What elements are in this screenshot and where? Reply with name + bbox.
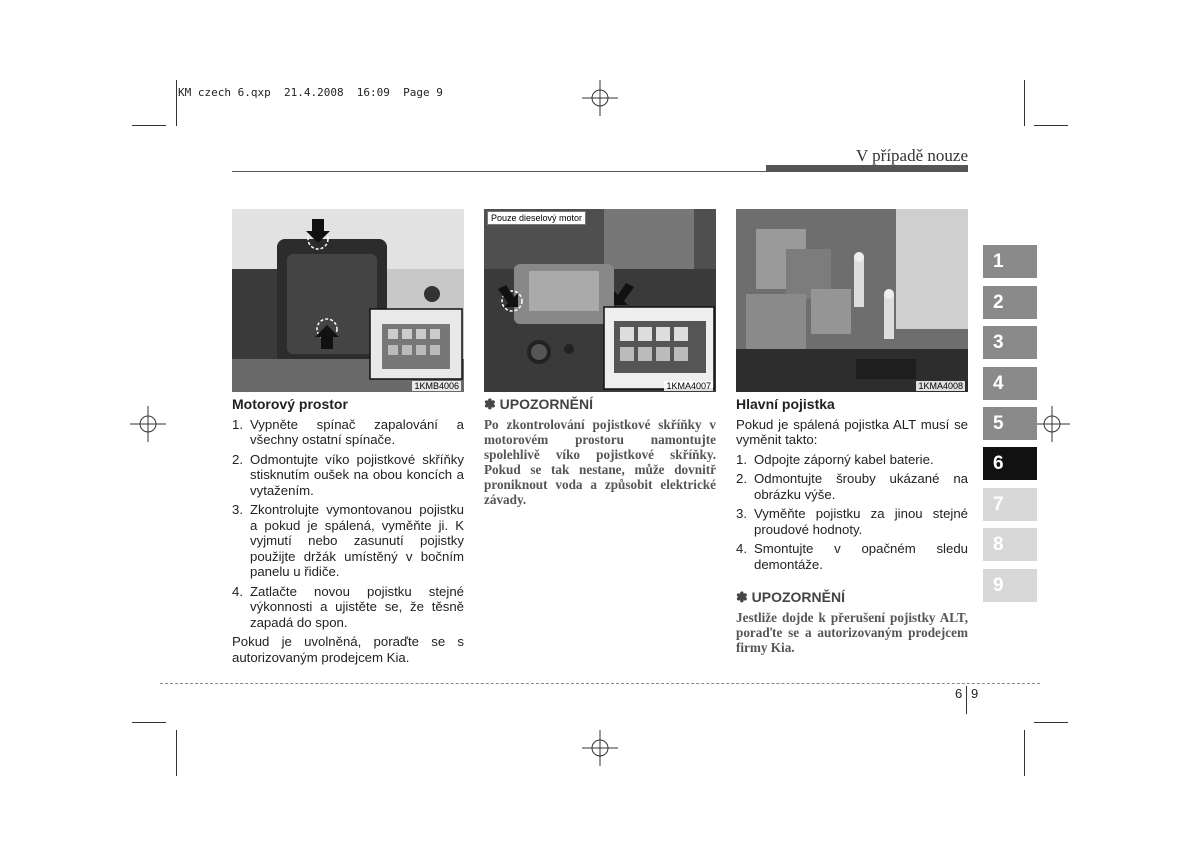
engine-compartment-photo (232, 209, 464, 392)
step-text: Zatlačte novou pojistku stejné výkonnosti a ujistěte se, že těsně zapadá do spon. (250, 583, 464, 630)
tab-label: 9 (993, 575, 1004, 596)
instruction-list (232, 417, 464, 631)
photo-code: 1KMA4008 (918, 381, 963, 391)
chapter-tab-3[interactable] (983, 326, 1037, 359)
photo-code: 1KMA4007 (666, 381, 711, 391)
step-text: Vypněte spínač zapalování a všechny ostatní spínače. (250, 416, 464, 447)
diesel-fuse-box-photo (484, 209, 716, 392)
instruction-step (232, 502, 464, 580)
tab-label: 8 (993, 534, 1004, 555)
footer-paragraph: Pokud je uvolněná, poraďte se s autorizovaným prodejcem Kia. (232, 634, 464, 665)
chapter-tab-4[interactable] (983, 367, 1037, 400)
instruction-step (736, 541, 968, 572)
chapter-tab-1[interactable] (983, 245, 1037, 278)
chapter-tab-7[interactable] (983, 488, 1037, 521)
step-number: 4. (232, 583, 243, 599)
caution-text: Po zkontrolování pojistkové skříňky v motorovém prostoru namontujte spolehlivě víko pojistkové skříňky. Pokud se tak nestane, může dovnitř proniknout voda a způsobit elektrické závady. (484, 416, 716, 507)
registration-mark-left (130, 406, 166, 442)
engine-compartment-section (232, 397, 464, 669)
crop-mark (132, 722, 166, 723)
chapter-tab-2[interactable] (983, 286, 1037, 319)
tab-label: 4 (993, 373, 1004, 394)
step-text: Vyměňte pojistku za jinou stejné proudové hodnoty. (754, 506, 968, 537)
photo-code: 1KMB4006 (414, 381, 459, 391)
main-fuse-illustration (736, 209, 968, 392)
step-text: Odmontujte šrouby ukázané na obrázku výše. (754, 471, 968, 502)
instruction-step (232, 417, 464, 448)
crop-mark (1024, 730, 1025, 776)
page-section-number: 6 (955, 686, 963, 701)
crop-mark (1024, 80, 1025, 126)
diesel-fuse-box-illustration (484, 209, 716, 392)
registration-mark-top (582, 80, 618, 116)
step-text: Zkontrolujte vymontovanou pojistku a pokud je spálená, vyměňte ji. K vyjmutí nebo zasunutí pojistky použijte držák umístěný v bočním panelu u řidiče. (250, 502, 464, 579)
crop-mark (176, 730, 177, 776)
intro-paragraph: Pokud je spálená pojistka ALT musí se vyměnit takto: (736, 416, 968, 447)
step-number: 1. (736, 451, 747, 467)
photo-caption: Pouze dieselový motor (487, 211, 586, 225)
registration-mark-right (1034, 406, 1070, 442)
section-heading: Motorový prostor (232, 396, 348, 412)
step-number: 4. (736, 541, 747, 556)
tab-label: 3 (993, 332, 1004, 353)
tab-label: 7 (993, 494, 1004, 515)
caution-heading: ✽ UPOZORNĚNÍ (484, 396, 593, 412)
header-bar (766, 165, 968, 171)
instruction-step (736, 452, 968, 468)
step-text: Odpojte záporný kabel baterie. (754, 451, 934, 467)
chapter-tab-8[interactable] (983, 528, 1037, 561)
tab-label: 5 (993, 413, 1004, 434)
footer-rule (160, 683, 1040, 684)
tab-label: 2 (993, 292, 1004, 313)
chapter-tab-6[interactable] (983, 447, 1037, 480)
section-title: V případě nouze (855, 146, 968, 165)
step-number: 3. (232, 502, 243, 517)
main-fuse-photo (736, 209, 968, 392)
step-text: Smontujte v opačném sledu demontáže. (754, 541, 968, 572)
header-rule (232, 171, 968, 172)
step-number: 1. (232, 416, 243, 432)
step-number: 2. (232, 451, 243, 467)
engine-compartment-illustration (232, 209, 464, 392)
caution-section (484, 397, 716, 507)
chapter-tab-9[interactable] (983, 569, 1037, 602)
caution-text: Jestliže dojde k přerušení pojistky ALT, poraďte se a autorizovaným prodejcem firmy Kia. (736, 609, 968, 655)
tab-label: 1 (993, 251, 1004, 272)
step-text: Odmontujte víko pojistkové skříňky stisknutím oušek na obou koncích a vytažením. (250, 451, 464, 498)
caution-heading: ✽ UPOZORNĚNÍ (736, 589, 845, 605)
slug-line: KM czech 6.qxp 21.4.2008 16:09 Page 9 (178, 86, 443, 99)
crop-mark (132, 125, 166, 126)
page-number: 9 (971, 686, 979, 701)
crop-mark (1034, 125, 1068, 126)
main-fuse-section (736, 397, 968, 655)
step-number: 3. (736, 506, 747, 521)
instruction-step (736, 506, 968, 537)
instruction-step (232, 452, 464, 499)
instruction-step (736, 471, 968, 502)
crop-mark (1034, 722, 1068, 723)
registration-mark-bottom (582, 730, 618, 766)
tab-label: 6 (993, 453, 1004, 474)
crop-mark (176, 80, 177, 126)
section-heading: Hlavní pojistka (736, 396, 835, 412)
page-number-divider (966, 686, 967, 714)
instruction-step (232, 584, 464, 631)
chapter-tab-5[interactable] (983, 407, 1037, 440)
step-number: 2. (736, 471, 747, 486)
instruction-list (736, 452, 968, 573)
